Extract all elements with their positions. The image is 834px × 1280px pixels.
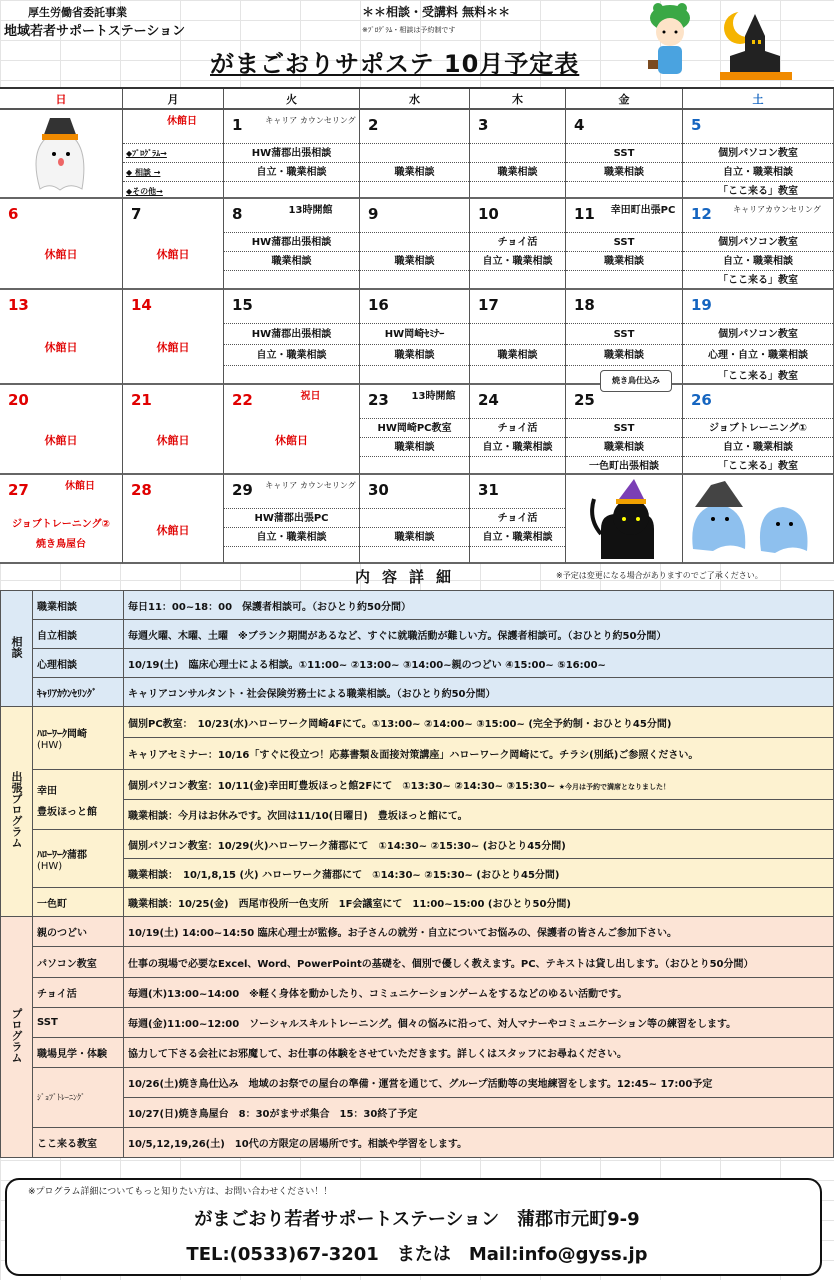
- weekday-header: 水: [360, 89, 470, 110]
- schedule-line: HW岡崎PC教室: [360, 418, 469, 437]
- closed-label: ジョブトレーニング② 焼き鳥屋台: [11, 519, 111, 550]
- schedule-line: 職業相談: [566, 251, 682, 270]
- schedule-line: 自立・職業相談: [683, 162, 833, 181]
- legend-item: ◆ﾌﾟﾛｸﾞﾗﾑ→: [123, 143, 223, 162]
- day-cell: [683, 475, 834, 564]
- row-text: 個別PC教室： 10/23(水)ハローワーク岡崎4Fにて。①13:00~ ②14:00~ ③15:00~ (完全予約制・おひとり45分間): [124, 707, 834, 738]
- row-text: 職業相談： 10/1,8,15 (火) ハローワーク蒲郡にて ①14:30~ ②15:30~ (おひとり45分間): [124, 859, 834, 888]
- day-cell: [224, 385, 360, 475]
- row-text: 個別パソコン教室：10/29(火)ハローワーク蒲郡にて ①14:30~ ②15:30~ (おひとり45分間): [124, 830, 834, 859]
- reservation-notice: ※ﾌﾟﾛｸﾞﾗﾑ・相談は予約制です: [362, 26, 456, 34]
- schedule-line: HW蒲郡出張PC: [224, 508, 359, 527]
- haunted-house-illustration: [720, 6, 792, 80]
- row-text: 10/5,12,19,26(土) 10代の方限定の居場所です。相談や学習をします。: [124, 1128, 834, 1158]
- day-note: キャリアカウンセリング: [733, 205, 821, 214]
- closed-label: 休館日: [44, 341, 78, 354]
- schedule-line: 「ここ来る」教室: [683, 456, 833, 475]
- schedule-line: 自立・職業相談: [224, 162, 359, 181]
- schedule-line: HW蒲郡出張相談: [224, 143, 359, 162]
- closed-label: 休館日: [156, 434, 190, 447]
- day-cell: [470, 385, 566, 475]
- day-cell: [566, 199, 683, 290]
- schedule-line: 「ここ来る」教室: [683, 365, 833, 385]
- details-note: ※予定は変更になる場合がありますのでご了承ください。: [556, 571, 763, 580]
- schedule-line: [360, 232, 469, 251]
- group-label: 相談: [1, 591, 33, 707]
- day-cell: [0, 290, 123, 385]
- contact-info: TEL:(0533)67-3201 または Mail:info@gyss.jp: [186, 1244, 648, 1265]
- day-number: 30: [368, 481, 389, 499]
- day-cell: [224, 290, 360, 385]
- day-number: 22: [232, 391, 253, 409]
- day-cell: [360, 199, 470, 290]
- schedule-line: [360, 365, 469, 385]
- closed-label: 休館日: [156, 341, 190, 354]
- schedule-line: 職業相談: [360, 527, 469, 546]
- day-number: 17: [478, 296, 499, 314]
- row-label: 一色町: [33, 888, 124, 917]
- day-cell: [360, 110, 470, 199]
- group-label: 出張プログラム: [1, 707, 33, 917]
- org-text: 地域若者サポートステーション: [4, 24, 186, 39]
- schedule-line: [470, 270, 565, 289]
- day-number: 18: [574, 296, 595, 314]
- row-label: チョイ活: [33, 978, 124, 1008]
- day-note: 13時開館: [288, 205, 333, 216]
- day-number: 13: [8, 296, 29, 314]
- day-cell: [566, 110, 683, 199]
- closed-label: 休館日: [275, 434, 308, 447]
- row-text: 個別パソコン教室：10/11(金)幸田町豊坂ほっと館2Fにて ①13:30~ ②14:30~ ③15:30~ ★今月は予約で満席となりました！: [124, 770, 834, 800]
- weekday-header: 日: [0, 89, 123, 110]
- day-number: 20: [8, 391, 29, 409]
- day-number: 21: [131, 391, 152, 409]
- closed-label: 休館日: [156, 524, 190, 537]
- weekday-header: 木: [470, 89, 566, 110]
- day-cell: [470, 199, 566, 290]
- day-cell: [683, 290, 834, 385]
- day-cell: [224, 199, 360, 290]
- row-label: ﾊﾛｰﾜｰｸ岡崎 (HW): [33, 707, 124, 770]
- schedule-line: 自立・職業相談: [224, 527, 359, 546]
- row-label: パソコン教室: [33, 947, 124, 978]
- day-number: 31: [478, 481, 499, 499]
- row-label: ｷｬﾘｱｶｳﾝｾﾘﾝｸﾞ: [33, 678, 124, 707]
- page-title: がまごおりサポステ 10月予定表: [210, 50, 580, 78]
- day-cell: [683, 199, 834, 290]
- day-number: 24: [478, 391, 499, 409]
- schedule-line: 個別パソコン教室: [683, 323, 833, 344]
- schedule-line: 職業相談: [566, 437, 682, 456]
- schedule-line: 自立・職業相談: [470, 527, 565, 546]
- schedule-line: [360, 181, 469, 199]
- row-label: ここ来る教室: [33, 1128, 124, 1158]
- weekday-header: 土: [683, 89, 834, 110]
- day-number: 2: [368, 116, 379, 134]
- schedule-line: ジョブトレーニング①: [683, 418, 833, 437]
- schedule-line: [470, 546, 565, 564]
- weekday-header: 金: [566, 89, 683, 110]
- day-note: 休館日: [65, 481, 95, 492]
- schedule-line: SST: [566, 323, 682, 344]
- row-label: 職場見学・体験: [33, 1038, 124, 1068]
- day-number: 27: [8, 481, 29, 499]
- schedule-line: 心理・自立・職業相談: [683, 344, 833, 365]
- day-cell: [123, 290, 224, 385]
- group-label: プログラム: [1, 917, 33, 1158]
- schedule-line: 職業相談: [224, 251, 359, 270]
- row-text: 職業相談：今月はお休みです。次回は11/10(日曜日) 豊坂ほっと館にて。: [124, 800, 834, 830]
- row-label: ｼﾞｮﾌﾞﾄﾚｰﾆﾝｸﾞ: [33, 1068, 124, 1128]
- schedule-line: SST: [566, 418, 682, 437]
- schedule-line: 職業相談: [360, 437, 469, 456]
- day-number: 28: [131, 481, 152, 499]
- schedule-line: [360, 456, 469, 475]
- schedule-line: [470, 181, 565, 199]
- day-cell: [683, 385, 834, 475]
- row-label: 心理相談: [33, 649, 124, 678]
- day-cell: [123, 110, 224, 199]
- day-note: 幸田町出張PC: [610, 205, 676, 216]
- legend-item: ◆その他→: [123, 181, 223, 199]
- schedule-line: HW岡崎ｾﾐﾅｰ: [360, 323, 469, 344]
- schedule-line: 個別パソコン教室: [683, 232, 833, 251]
- day-number: 1: [232, 116, 243, 134]
- schedule-line: 職業相談: [360, 162, 469, 181]
- day-number: 11: [574, 205, 595, 223]
- legend-item: ◆ 相談 →: [123, 162, 223, 181]
- schedule-line: HW蒲郡出張相談: [224, 232, 359, 251]
- schedule-line: 自立・職業相談: [683, 251, 833, 270]
- row-text: 毎週火曜、木曜、土曜 ※ブランク期間があるなど、すぐに就職活動が難しい方。保護者相談可。（おひとり約50分間）: [124, 620, 834, 649]
- day-cell: [0, 199, 123, 290]
- day-note: 休館日: [167, 116, 197, 127]
- day-cell: [566, 475, 683, 564]
- day-number: 26: [691, 391, 712, 409]
- schedule-line: 「ここ来る」教室: [683, 181, 833, 199]
- schedule-line: 自立・職業相談: [470, 251, 565, 270]
- day-cell: [0, 385, 123, 475]
- day-cell: [123, 475, 224, 564]
- day-number: 14: [131, 296, 152, 314]
- row-text: 仕事の現場で必要なExcel、Word、PowerPointの基礎を、個別で優しく教えます。PC、テキストは貸し出します。（おひとり50分間）: [124, 947, 834, 978]
- day-number: 29: [232, 481, 253, 499]
- ghost-illustration: [20, 114, 100, 198]
- schedule-line: [470, 143, 565, 162]
- schedule-line: SST: [566, 232, 682, 251]
- row-text: 10/19(土) 臨床心理士による相談。①11:00~ ②13:00~ ③14:00~親のつどい ④15:00~ ⑤16:00~: [124, 649, 834, 678]
- day-cell: [360, 290, 470, 385]
- closed-label: 休館日: [44, 434, 78, 447]
- row-label: 自立相談: [33, 620, 124, 649]
- schedule-line: 職業相談: [470, 162, 565, 181]
- day-number: 16: [368, 296, 389, 314]
- schedule-line: 自立・職業相談: [470, 437, 565, 456]
- schedule-line: [470, 323, 565, 344]
- day-number: 23: [368, 391, 389, 409]
- day-note: 祝日: [300, 391, 321, 402]
- sponsor-text: 厚生労働省委託事業: [28, 6, 127, 19]
- day-cell: [0, 110, 123, 199]
- day-number: 9: [368, 205, 379, 223]
- calendar: [0, 87, 834, 564]
- schedule-line: 自立・職業相談: [224, 344, 359, 365]
- row-label: 職業相談: [33, 591, 124, 620]
- day-cell: [360, 475, 470, 564]
- trip-section: [1, 707, 834, 917]
- contact-note: ※プログラム詳細についてもっと知りたい方は、お問い合わせください！！: [28, 1187, 333, 1197]
- row-label: 親のつどい: [33, 917, 124, 947]
- row-text: 協力して下さる会社にお邪魔して、お仕事の体験をさせていただきます。詳しくはスタッフにお尋ねください。: [124, 1038, 834, 1068]
- weekday-header: 月: [123, 89, 224, 110]
- free-notice: ＊＊相談・受講料 無料＊＊: [362, 5, 511, 19]
- row-text: 10/19(土) 14:00~14:50 臨床心理士が監修。お子さんの就労・自立についてお悩みの、保護者の皆さんご参加下さい。: [124, 917, 834, 947]
- day-number: 10: [478, 205, 499, 223]
- day-number: 5: [691, 116, 702, 134]
- row-text: 職業相談：10/25(金) 西尾市役所一色支所 1F会議室にて 11:00~15:00 (おひとり50分間): [124, 888, 834, 917]
- schedule-line: 職業相談: [360, 251, 469, 270]
- schedule-line: [360, 270, 469, 289]
- day-number: 15: [232, 296, 253, 314]
- schedule-line: [224, 181, 359, 199]
- schedule-line: [224, 365, 359, 385]
- schedule-line: 職業相談: [566, 162, 682, 181]
- day-cell: [224, 475, 360, 564]
- weekday-header: 火: [224, 89, 360, 110]
- day-number: 6: [8, 205, 19, 223]
- day-note: キャリア カウンセリング: [265, 481, 356, 490]
- schedule-line: [224, 546, 359, 564]
- cat-illustration: [586, 479, 666, 564]
- day-cell: [123, 199, 224, 290]
- schedule-line: [470, 365, 565, 385]
- consult-section: [1, 591, 834, 707]
- schedule-line: 個別パソコン教室: [683, 143, 833, 162]
- schedule-line: [470, 456, 565, 475]
- row-text: 毎週(木)13:00~14:00 ※軽く身体を動かしたり、コミュニケーションゲームをするなどのゆるい活動です。: [124, 978, 834, 1008]
- schedule-line: チョイ活: [470, 418, 565, 437]
- schedule-line: 職業相談: [360, 344, 469, 365]
- day-number: 25: [574, 391, 595, 409]
- row-text: キャリアコンサルタント・社会保険労務士による職業相談。（おひとり約50分間）: [124, 678, 834, 707]
- row-text: 毎日11：00~18：00 保護者相談可。（おひとり約50分間）: [124, 591, 834, 620]
- schedule-line: [566, 181, 682, 199]
- row-label: 幸田 豊坂ほっと館: [33, 770, 124, 830]
- schedule-line: 職業相談: [470, 344, 565, 365]
- schedule-line: SST: [566, 143, 682, 162]
- schedule-line: [360, 546, 469, 564]
- day-cell: [470, 110, 566, 199]
- day-cell: [224, 110, 360, 199]
- day-cell: [360, 385, 470, 475]
- callout-yakitori-prep: 焼き鳥仕込み: [600, 370, 672, 392]
- day-number: 7: [131, 205, 142, 223]
- day-cell: [123, 385, 224, 475]
- day-cell: [566, 385, 683, 475]
- schedule-line: [360, 143, 469, 162]
- schedule-line: [360, 508, 469, 527]
- schedule-line: [566, 270, 682, 289]
- schedule-line: [224, 270, 359, 289]
- schedule-line: チョイ活: [470, 232, 565, 251]
- contact-org: がまごおり若者サポートステーション 蒲郡市元町9-9: [194, 1209, 640, 1230]
- day-cell: [0, 475, 123, 564]
- row-text: 毎週(金)11:00~12:00 ソーシャルスキルトレーニング。個々の悩みに沿って、対人マナーやコミュニケーション等の練習をします。: [124, 1008, 834, 1038]
- day-number: 3: [478, 116, 489, 134]
- day-note: 13時開館: [411, 391, 456, 402]
- schedule-line: 職業相談: [566, 344, 682, 365]
- day-number: 4: [574, 116, 585, 134]
- day-cell: [470, 475, 566, 564]
- day-number: 8: [232, 205, 243, 223]
- schedule-line: チョイ活: [470, 508, 565, 527]
- details-table: [0, 590, 834, 1158]
- row-text: 10/26(土)焼き鳥仕込み 地域のお祭での屋台の準備・運営を通じて、グループ活動等の実地練習をします。12:45~ 17:00予定: [124, 1068, 834, 1098]
- day-note: キャリア カウンセリング: [265, 116, 356, 125]
- row-label: ﾊﾛｰﾜｰｸ蒲郡 (HW): [33, 830, 124, 888]
- ghosts-illustration: [683, 479, 833, 564]
- row-label: SST: [33, 1008, 124, 1038]
- closed-label: 休館日: [44, 248, 78, 261]
- closed-label: 休館日: [156, 248, 190, 261]
- day-number: 12: [691, 205, 712, 223]
- schedule-line: HW蒲郡出張相談: [224, 323, 359, 344]
- program-section: [1, 917, 834, 1158]
- row-text: キャリアセミナー：10/16「すぐに役立つ！応募書類＆面接対策講座」ハローワーク岡崎にて。チラシ(別紙)ご参照ください。: [124, 738, 834, 770]
- schedule-line: 自立・職業相談: [683, 437, 833, 456]
- details-title: 内容詳細: [355, 568, 464, 586]
- mascot-illustration: [640, 2, 700, 84]
- row-text: 10/27(日)焼き鳥屋台 8：30がまサポ集合 15：30終了予定: [124, 1098, 834, 1128]
- day-number: 19: [691, 296, 712, 314]
- schedule-line: 一色町出張相談: [566, 456, 682, 475]
- day-cell: [683, 110, 834, 199]
- day-cell: [470, 290, 566, 385]
- schedule-line: 「ここ来る」教室: [683, 270, 833, 289]
